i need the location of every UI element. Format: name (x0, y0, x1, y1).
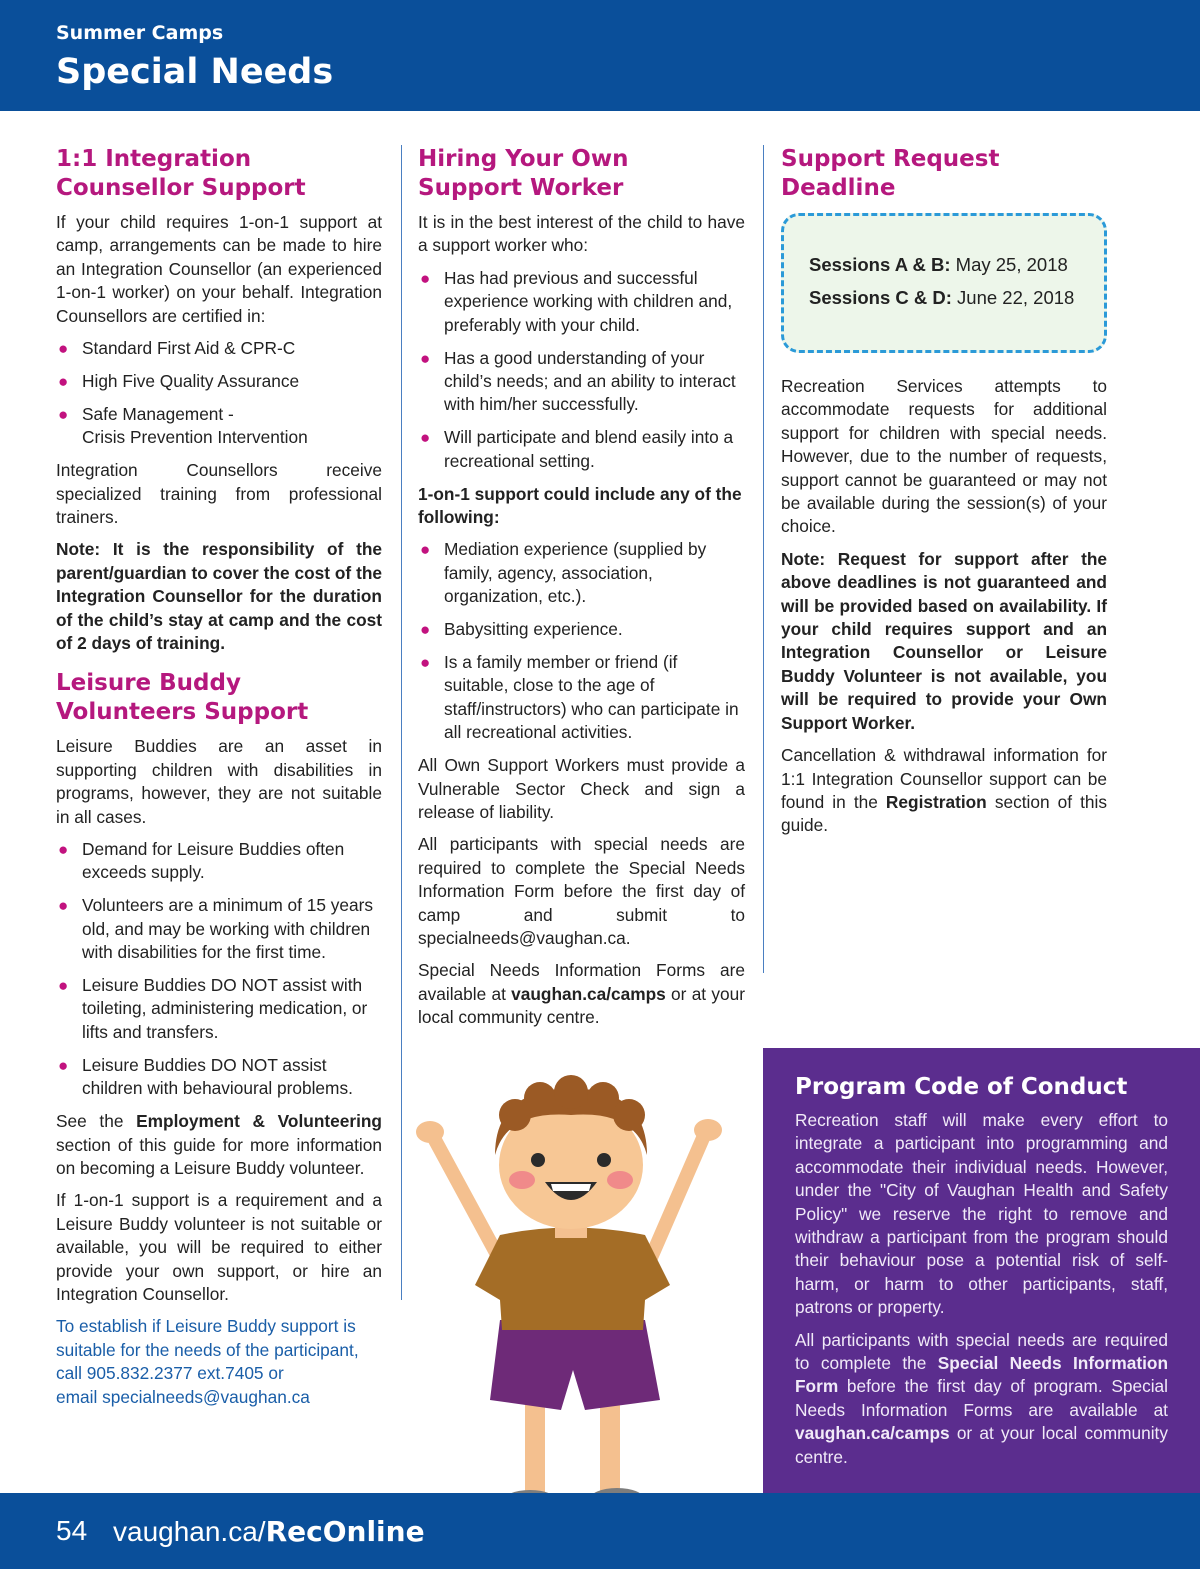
list-item: ● Volunteers are a minimum of 15 years old, and may be working with children with disabilities for the first time. (58, 895, 374, 963)
list-item: ● Has a good understanding of your child’s needs; and an ability to interact with him/her successfully. (420, 347, 736, 415)
list-item: ● Will participate and blend easily into a recreational setting. (420, 427, 734, 471)
code-paragraph: All participants with special needs are required to complete the Special Needs Information Form before the first day of program. Special Needs Information Forms are available at vaughan.ca/camps or at your local community centre. (795, 1329, 1168, 1467)
code-paragraph: Recreation staff will make every effort to integrate a participant into programming and accommodate their individual needs. However, under the "City of Vaughan Health and Safety Policy" we reserve the right to remove and withdraw a participant from the program should their behaviour pose a potential risk of self-harm, or harm to other participants, staff, patrons or property. (795, 1110, 1168, 1318)
vulnerable-check: All Own Support Workers must provide a Vulnerable Sector Check and sign a release of liability. (418, 755, 745, 822)
leisure-list (56, 838, 382, 1101)
leisure-contact: To establish if Leisure Buddy support is suitable for the needs of the participant, call 905.832.2377 ext.7405 or email specialneeds@vaughan.ca (56, 1316, 359, 1407)
accommodation-text: Recreation Services attempts to accommodate requests for additional support for children with special needs. However, due to the number of requests, support cannot be guaranteed or may not be available during the session(s) of your choice. (781, 376, 1107, 537)
deadline-row: Sessions A & B: May 25, 2018 (809, 254, 1068, 275)
certification-list (56, 337, 382, 450)
code-of-conduct-box (763, 1048, 1200, 1493)
footer-url[interactable]: vaughan.ca/RecOnline (113, 1515, 425, 1548)
worker-list (418, 267, 745, 473)
page-number: 54 (56, 1515, 88, 1546)
include-list (418, 538, 745, 744)
list-item: ● Safe Management - Crisis Prevention Intervention (58, 403, 308, 448)
code-heading: Program Code of Conduct (795, 1074, 1128, 1100)
list-item: ● High Five Quality Assurance (58, 370, 300, 391)
column-right (781, 145, 1107, 847)
hiring-intro: It is in the best interest of the child to have a support worker who: (418, 212, 745, 256)
column-middle (418, 145, 745, 1039)
deadline-note: Note: Request for support after the above deadlines is not guaranteed and will be provided based on availability. If your child requires support and an Integration Counsellor or Leisure Buddy Volunteer is not available, you will be required to provide your Own Support Worker. (781, 548, 1107, 733)
list-item: ● Leisure Buddies DO NOT assist with toileting, administering medication, or lifts and transfers. (58, 975, 368, 1042)
list-item: ● Mediation experience (supplied by family, agency, association, organization, etc.). (420, 539, 707, 607)
list-item: ● Standard First Aid & CPR-C (58, 338, 296, 359)
column-divider (763, 145, 764, 973)
column-divider (401, 145, 402, 1300)
cancellation-text: Cancellation & withdrawal information for 1:1 Integration Counsellor support can be found in the Registration section of this guide. (781, 745, 1108, 836)
leisure-intro: Leisure Buddies are an asset in supporting children with disabilities in programs, however, they are not suitable in all cases. (56, 736, 382, 827)
integration-note: Note: It is the responsibility of the parent/guardian to cover the cost of the Integration Counsellor for the duration of the child’s stay at camp and the cost of 2 days of training. (56, 539, 382, 653)
list-item: ● Babysitting experience. (420, 619, 623, 640)
page-footer (0, 1493, 1200, 1569)
deadline-box (781, 213, 1107, 353)
leisure-heading: Leisure Buddy Volunteers Support (56, 670, 309, 726)
deadline-heading: Support Request Deadline (781, 146, 1000, 201)
list-item: ● Leisure Buddies DO NOT assist children with behavioural problems. (58, 1054, 353, 1099)
include-heading: 1-on-1 support could include any of the following: (418, 483, 742, 527)
child-illustration (405, 1070, 735, 1530)
page-title: Special Needs (56, 52, 334, 92)
hiring-heading: Hiring Your Own Support Worker (418, 146, 629, 201)
column-left (56, 145, 382, 1418)
list-item: ● Demand for Leisure Buddies often exceeds supply. (58, 839, 345, 883)
forms-available: Special Needs Information Forms are available at vaughan.ca/camps or at your local community centre. (418, 960, 745, 1028)
integration-intro: If your child requires 1-on-1 support at camp, arrangements can be made to hire an Integration Counsellor (an experienced 1-on-1 worker) on your behalf. Integration Counsellors are certified in: (56, 212, 382, 326)
see-employment: See the Employment & Volunteering section of this guide for more information on becoming a Leisure Buddy volunteer. (56, 1111, 382, 1178)
page-header (0, 0, 1200, 111)
leisure-requirement: If 1-on-1 support is a requirement and a Leisure Buddy volunteer is not suitable or available, you will be required to either provide your own support, or hire an Integration Counsellor. (56, 1190, 382, 1304)
integration-heading: 1:1 Integration Counsellor Support (56, 146, 306, 201)
section-kicker: Summer Camps (56, 22, 224, 44)
integration-training: Integration Counsellors receive specialized training from professional trainers. (56, 460, 382, 527)
deadline-row: Sessions C & D: June 22, 2018 (809, 287, 1075, 308)
list-item: ● Has had previous and successful experience working with children and, preferably with your child. (420, 267, 733, 335)
form-requirement: All participants with special needs are required to complete the Special Needs Information Form before the first day of camp and submit to specialneeds@vaughan.ca. (418, 834, 745, 948)
list-item: ● Is a family member or friend (if suitable, close to the age of staff/instructors) who can participate in all recreational activities. (420, 652, 739, 743)
